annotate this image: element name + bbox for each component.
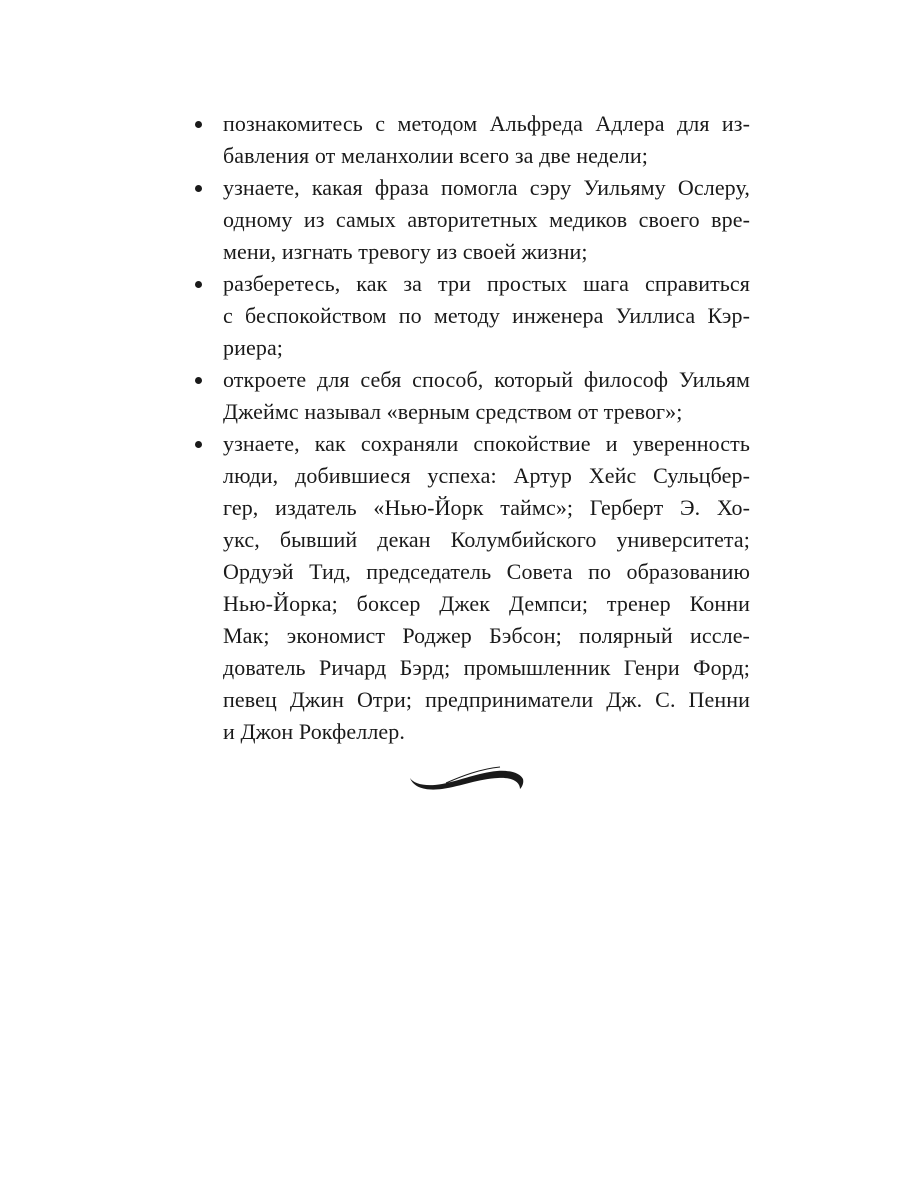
flourish-ornament-icon bbox=[402, 760, 532, 800]
text-line: откроете для себя способ, который философ Уильям bbox=[223, 367, 750, 392]
list-item bbox=[190, 172, 750, 268]
text-line: певец Джин Отри; предприниматели Дж. С. Пенни bbox=[223, 687, 750, 712]
list-item bbox=[190, 428, 750, 748]
text-line: люди, добившиеся успеха: Артур Хейс Сульцбер- bbox=[223, 463, 750, 488]
text-line: и Джон Рокфеллер. bbox=[223, 719, 405, 744]
text-line: одному из самых авторитетных медиков своего вре- bbox=[223, 207, 750, 232]
text-line: Мак; экономист Роджер Бэбсон; полярный иссле- bbox=[223, 623, 750, 648]
text-line: гер, издатель «Нью-Йорк таймс»; Герберт Э. Хо- bbox=[223, 495, 750, 520]
list-item bbox=[190, 364, 750, 428]
text-line: бавления от меланхолии всего за две недели; bbox=[223, 143, 648, 168]
list-item bbox=[190, 108, 750, 172]
text-line: риера; bbox=[223, 335, 284, 360]
text-line: дователь Ричард Бэрд; промышленник Генри Форд; bbox=[223, 655, 750, 680]
list-item bbox=[190, 268, 750, 364]
text-line: узнаете, какая фраза помогла сэру Уильяму Ослеру, bbox=[223, 175, 750, 200]
text-line: Ордуэй Тид, председатель Совета по образованию bbox=[223, 559, 750, 584]
text-line: разберетесь, как за три простых шага справиться bbox=[223, 271, 750, 296]
text-line: с беспокойством по методу инженера Уиллиса Кэр- bbox=[223, 303, 750, 328]
text-line: укс, бывший декан Колумбийского университета; bbox=[223, 527, 750, 552]
text-line: Нью-Йорка; боксер Джек Демпси; тренер Конни bbox=[223, 591, 750, 616]
text-line: узнаете, как сохраняли спокойствие и уверенность bbox=[223, 431, 750, 456]
flourish-swash bbox=[410, 771, 523, 790]
text-line: познакомитесь с методом Альфреда Адлера для из- bbox=[223, 111, 750, 136]
text-line: Джеймс называл «верным средством от тревог»; bbox=[223, 399, 683, 424]
text-line: мени, изгнать тревогу из своей жизни; bbox=[223, 239, 588, 264]
bullet-list bbox=[190, 108, 750, 748]
